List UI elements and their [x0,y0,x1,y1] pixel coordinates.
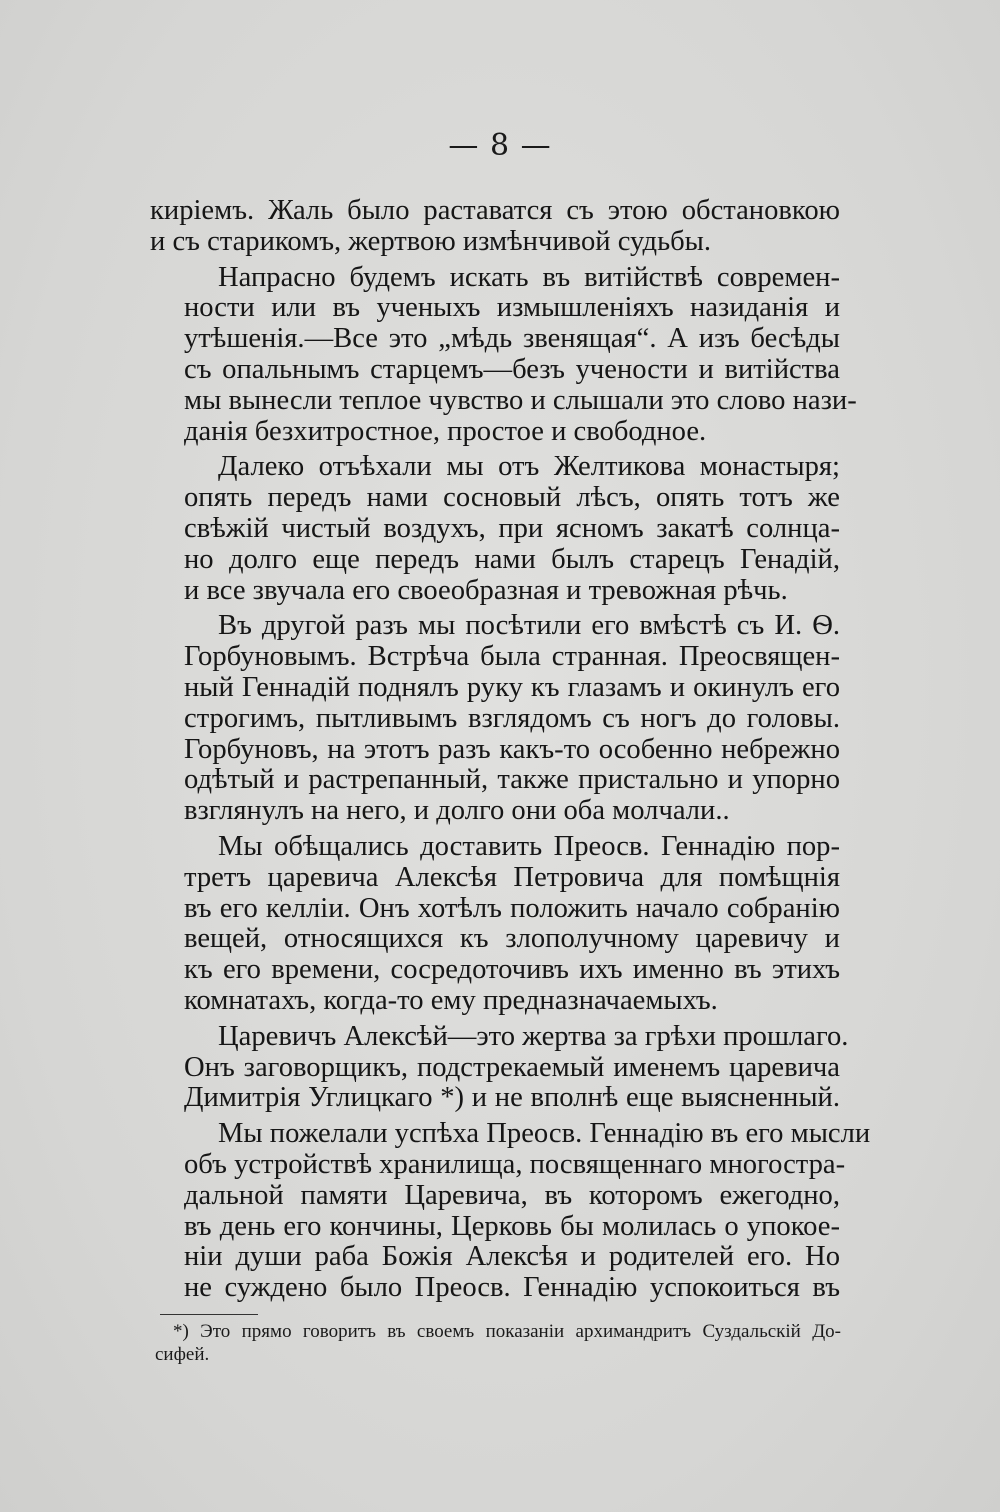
paragraph [150,452,840,606]
main-text [150,195,871,1309]
text-line: къ его времени, сосредоточивъ ихъ именно въ этихъ [184,954,840,986]
text-line: мы вынесли теплое чувство и слышали это слово нази- [184,384,857,416]
text-line: Въ другой разъ мы посѣтили его вмѣстѣ съ И. Ѳ. [218,610,840,642]
text-line: съ опальнымъ старцемъ—безъ учености и витійства [184,353,840,385]
footnote-line: сифей. [155,1344,210,1365]
text-line: не суждено было Преосв. Геннадію успокоиться въ [184,1272,840,1304]
text-line: Далеко отъѣхали мы отъ Желтикова монастыря; [218,451,840,483]
text-line: но долго еще передъ нами былъ старецъ Генадій, [184,543,840,575]
text-line: киріемъ. Жаль было раставатся съ этою обстановкою [150,195,840,226]
text-line: Царевичъ Алексѣй—это жертва за грѣхи прошлаго. [218,1020,849,1052]
footnote-divider [160,1314,258,1315]
text-line: опять передъ нами сосновый лѣсъ, опять тотъ же [184,482,840,514]
text-line: вещей, относящихся къ злополучному царевичу и [184,923,840,955]
text-line: Мы обѣщались доставить Преосв. Геннадію пор- [218,830,840,862]
text-line: объ устройствѣ хранилища, посвященнаго многостра- [184,1148,846,1180]
text-line: ности или въ ученыхъ измышленіяхъ назиданія и [184,292,840,324]
footnote-line: *) Это прямо говоритъ въ своемъ показаніи архимандритъ Суздальскій До- [173,1321,841,1342]
text-line: строгимъ, пытливымъ взглядомъ съ ногъ до головы. [184,702,840,734]
paragraph [150,832,840,1017]
text-line: утѣшенія.—Все это „мѣдь звенящая“. А изъ бесѣды [184,323,840,355]
text-line: дальной памяти Царевича, въ которомъ ежегодно, [184,1179,840,1211]
text-line: ніи души раба Божія Алексѣя и родителей его. Но [184,1241,840,1273]
text-line: данія безхитростное, простое и свободное. [184,415,707,447]
paragraph [150,196,840,258]
paragraph [150,1020,849,1114]
paragraph [150,261,857,448]
text-line: въ его келліи. Онъ хотѣлъ положить начало собранію [184,892,840,924]
text-line: и все звучала его своеобразная и тревожная рѣчь. [184,574,788,606]
text-line: ный Геннадій поднялъ руку къ глазамъ и окинулъ его [184,671,840,703]
text-line: одѣтый и растрепанный, также пристально и упорно [184,764,840,796]
text-line: третъ царевича Алексѣя Петровича для помѣщнія [184,861,840,893]
text-line: Горбуновымъ. Встрѣча была странная. Преосвящен- [184,641,840,673]
text-line: Напрасно будемъ искать въ витійствѣ современ- [218,261,840,293]
text-line: комнатахъ, когда-то ему предназначаемыхъ. [184,984,718,1016]
footnote [155,1320,841,1366]
text-line: свѣжій чистый воздухъ, при ясномъ закатѣ солнца- [184,512,840,544]
paragraph [150,1118,871,1304]
page-number: — 8 — [448,128,552,163]
text-line: Онъ заговорщикъ, подстрекаемый именемъ царевича [184,1051,840,1083]
text-line: взглянулъ на него, и долго они оба молчали.. [184,795,730,827]
text-line: Димитрія Углицкаго *) и не вполнѣ еще выясненный. [184,1082,840,1114]
text-line: Горбуновъ, на этотъ разъ какъ-то особенно небрежно [184,733,840,765]
text-line: Мы пожелали успѣха Преосв. Геннадію въ его мысли [218,1118,871,1150]
paragraph [150,611,840,827]
text-line: въ день его кончины, Церковь бы молилась о упокое- [184,1210,840,1242]
text-line: и съ старикомъ, жертвою измѣнчивой судьбы. [150,225,712,257]
